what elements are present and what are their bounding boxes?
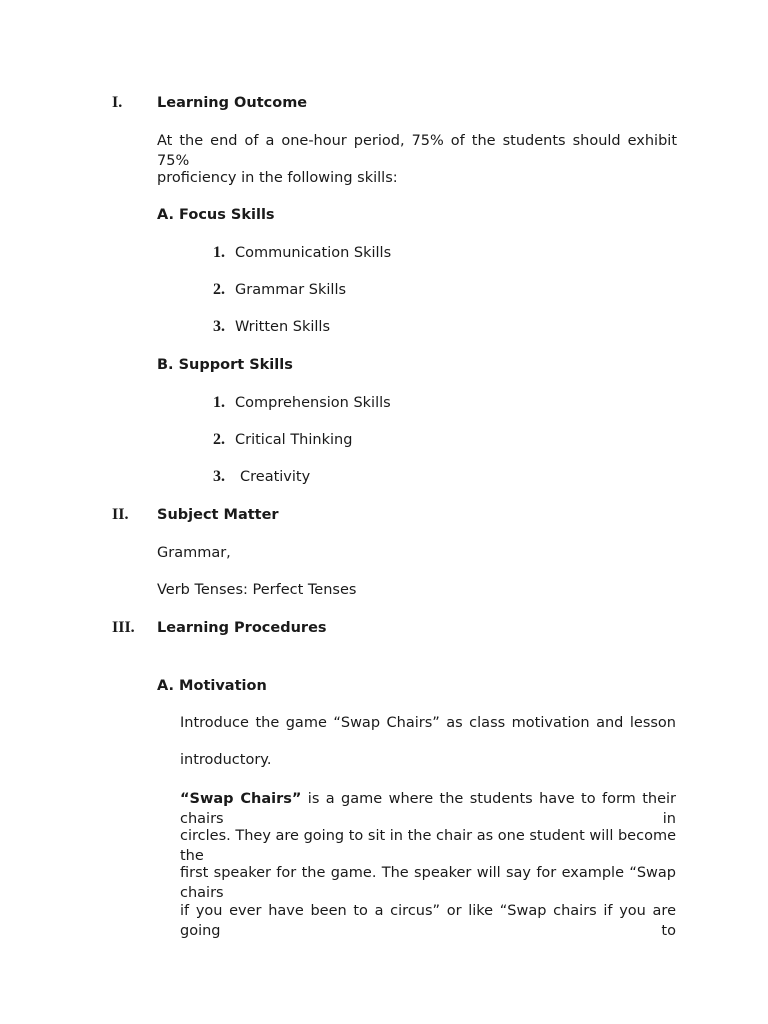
- list-number: 3.: [213, 468, 225, 485]
- motivation-p1-line-2: introductory.: [180, 752, 272, 768]
- motivation-p2-line-1-rest: is a game where the students have to form their chairs in: [180, 791, 676, 827]
- list-label: Comprehension Skills: [235, 395, 391, 411]
- motivation-heading: A. Motivation: [157, 678, 267, 694]
- motivation-p2-line-2: circles. They are going to sit in the chair as one student will become the: [180, 828, 676, 864]
- focus-skill-item: [213, 280, 346, 300]
- list-label: Critical Thinking: [235, 432, 353, 448]
- list-label: Creativity: [240, 469, 311, 485]
- section-1-numeral: I.: [112, 94, 123, 111]
- list-label: Communication Skills: [235, 245, 392, 261]
- focus-skill-item: [213, 243, 391, 263]
- motivation-p2-line-4: if you ever have been to a circus” or like “Swap chairs if you are going to: [180, 903, 676, 939]
- list-number: 2.: [213, 431, 225, 448]
- list-label: Grammar Skills: [235, 282, 347, 298]
- support-skills-heading: B. Support Skills: [157, 357, 293, 373]
- section-2-numeral: II.: [112, 506, 129, 523]
- intro-line-1: At the end of a one-hour period, 75% of the students should exhibit 75%: [157, 133, 677, 169]
- list-number: 1.: [213, 394, 225, 411]
- motivation-p2-line-3: first speaker for the game. The speaker will say for example “Swap chairs: [180, 865, 676, 901]
- subject-line-1: Grammar,: [157, 545, 231, 561]
- list-number: 1.: [213, 244, 225, 261]
- section-1-heading: Learning Outcome: [157, 95, 308, 111]
- swap-chairs-term: “Swap Chairs”: [180, 791, 302, 807]
- focus-skills-heading: A. Focus Skills: [157, 207, 275, 223]
- motivation-p2-line-1: [180, 789, 676, 829]
- list-label: Written Skills: [235, 319, 331, 335]
- list-number: 2.: [213, 281, 225, 298]
- intro-line-2: proficiency in the following skills:: [157, 170, 398, 186]
- section-3-heading: Learning Procedures: [157, 620, 327, 636]
- subject-line-2: Verb Tenses: Perfect Tenses: [157, 582, 357, 598]
- section-2-heading: Subject Matter: [157, 507, 279, 523]
- support-skill-item: [213, 393, 391, 413]
- support-skill-item: [213, 467, 310, 487]
- section-3-numeral: III.: [112, 619, 135, 636]
- focus-skill-item: [213, 317, 330, 337]
- support-skill-item: [213, 430, 352, 450]
- list-number: 3.: [213, 318, 225, 335]
- motivation-p1-line-1: Introduce the game “Swap Chairs” as class motivation and lesson: [180, 715, 676, 731]
